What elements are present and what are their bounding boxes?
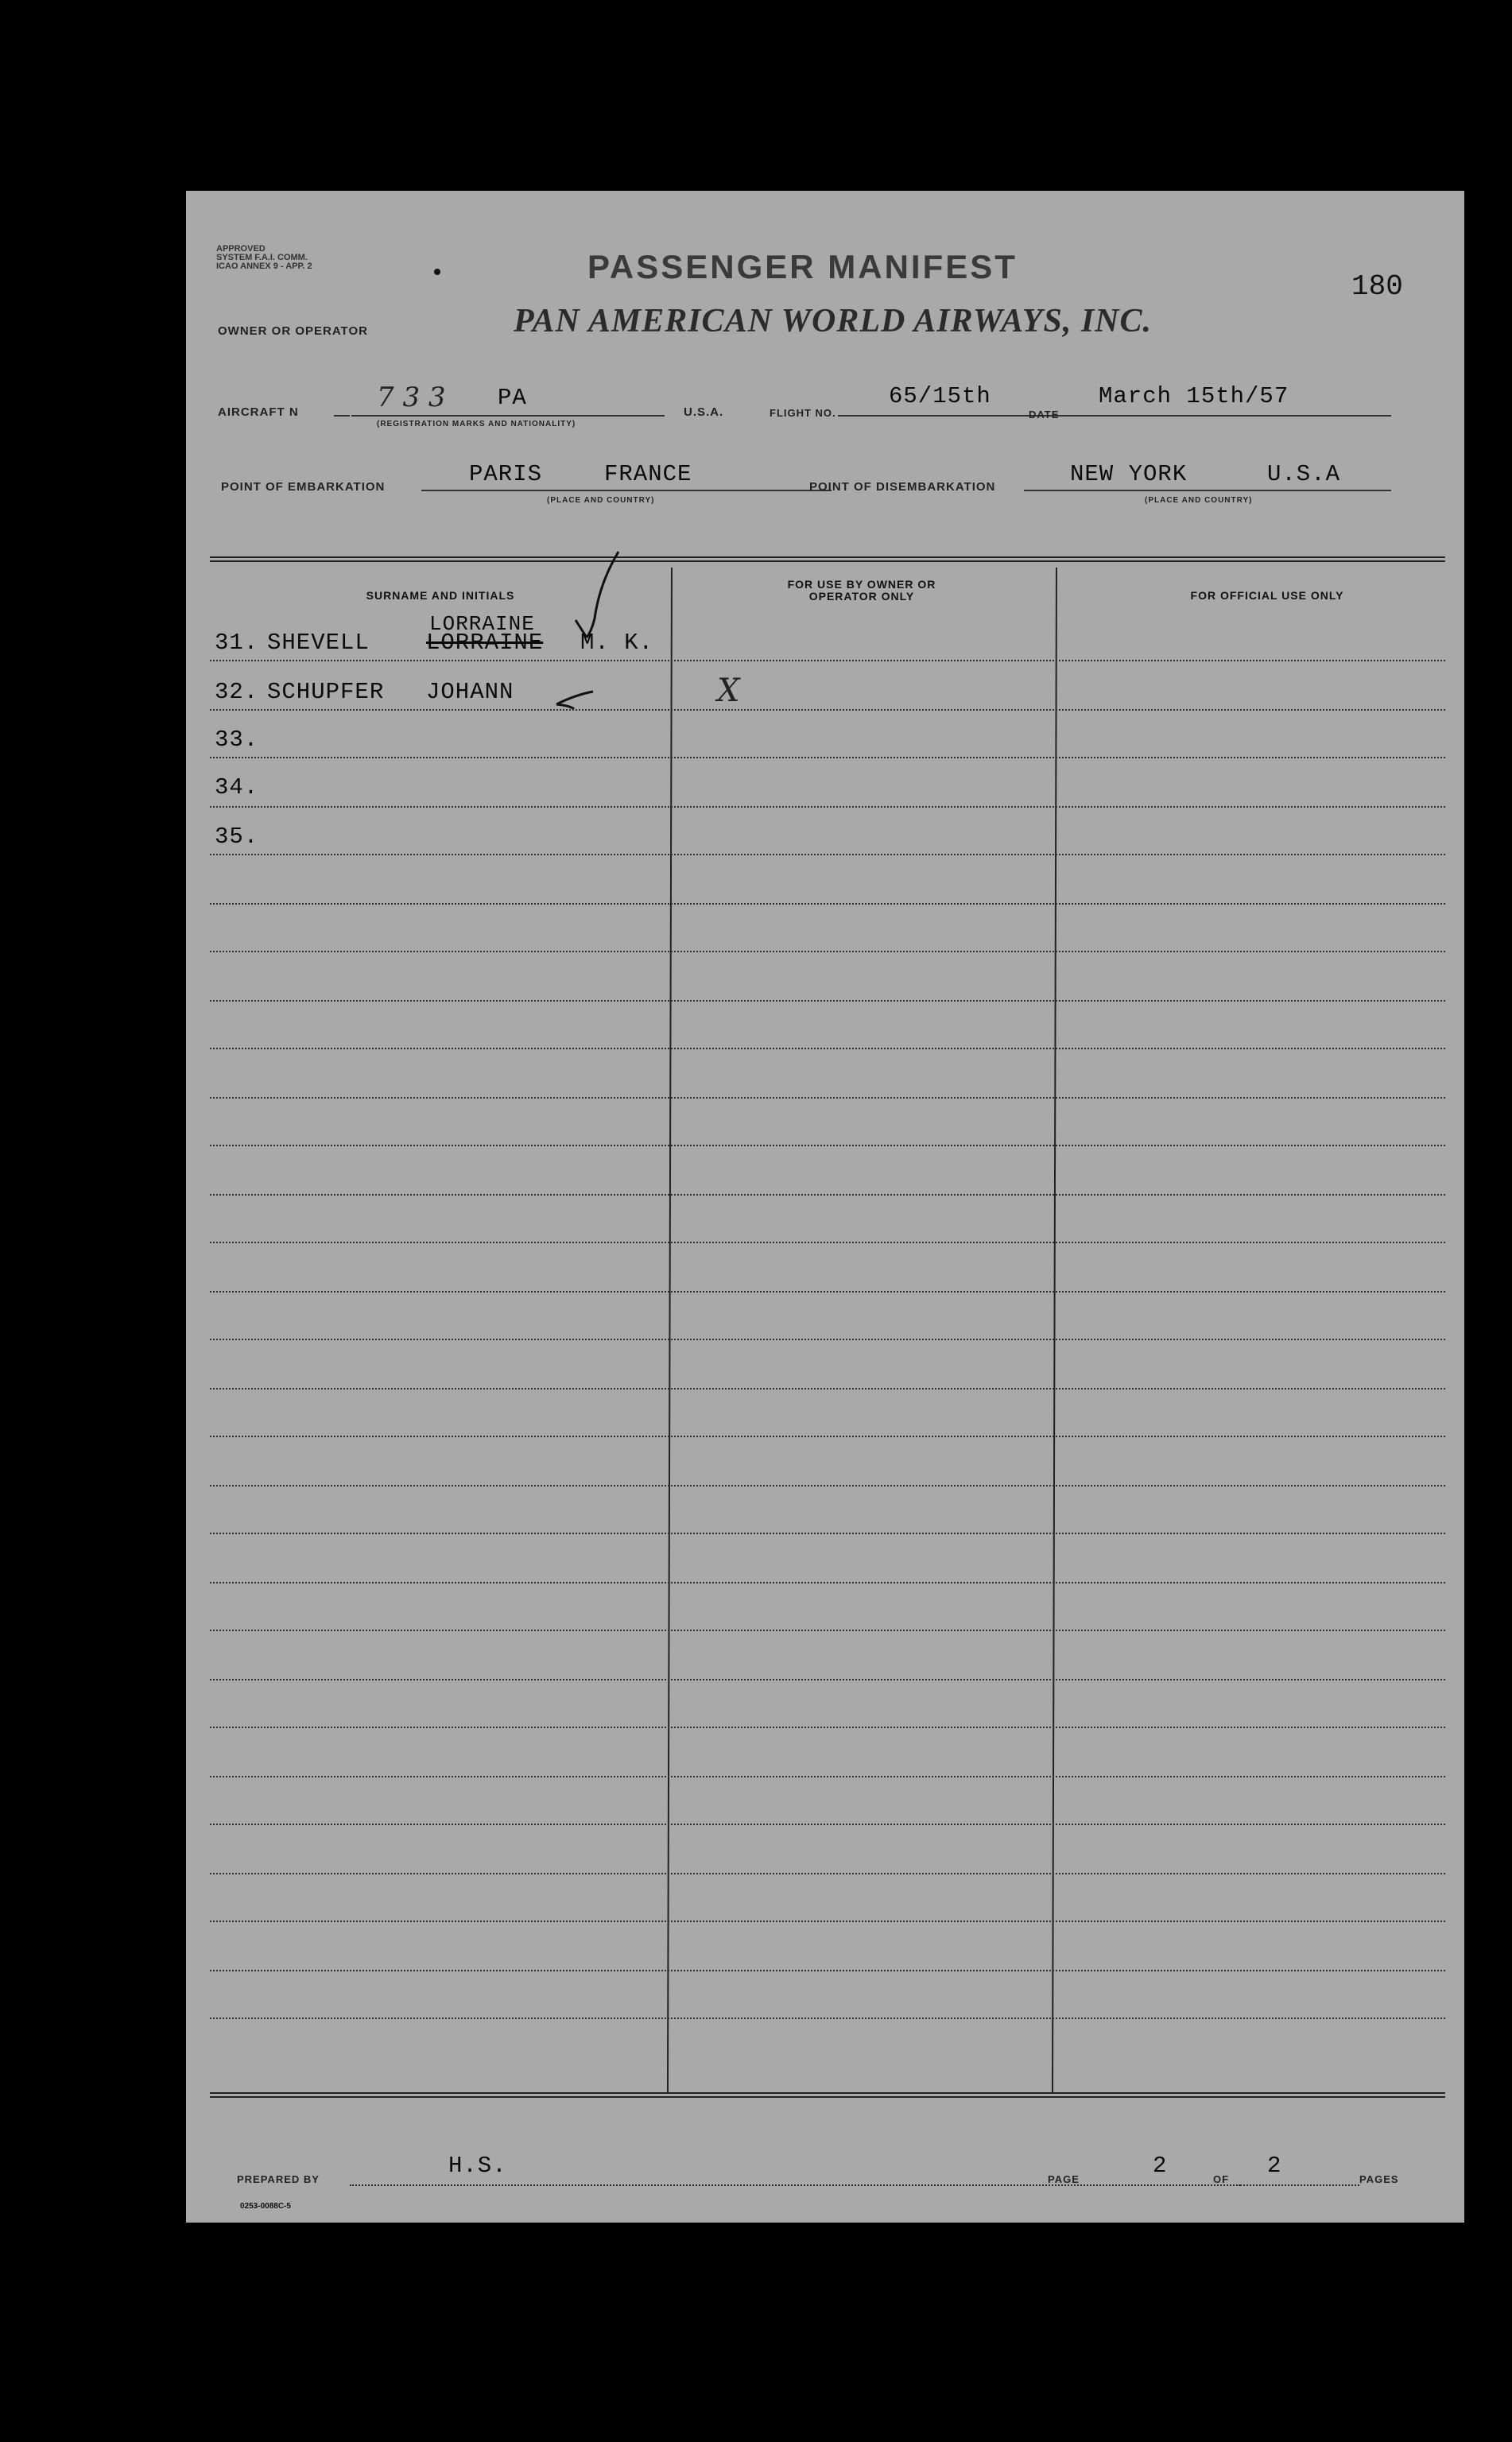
table-bottom-rule [210, 2092, 1445, 2098]
row-line [210, 854, 1445, 855]
form-code: 0253-0088C-5 [240, 2202, 291, 2211]
column-divider [1052, 568, 1057, 2092]
approval-line: APPROVED [216, 244, 266, 254]
row-line [210, 1533, 1445, 1534]
disembark-label: POINT OF DISEMBARKATION [809, 480, 996, 494]
aircraft-dash [334, 415, 350, 417]
row-line [210, 1097, 1445, 1099]
pages-label: PAGES [1359, 2173, 1399, 2185]
disembark-city: NEW YORK [1070, 461, 1188, 487]
row-number: 33. [215, 727, 259, 753]
row-number: 32. [215, 679, 259, 705]
disembark-sub-label: (PLACE AND COUNTRY) [1145, 496, 1253, 505]
row-line [210, 1242, 1445, 1243]
row-line [210, 1873, 1445, 1874]
page-total: 2 [1267, 2153, 1282, 2179]
row-line [210, 951, 1445, 952]
row-line [210, 1194, 1445, 1196]
row-line [210, 1000, 1445, 1002]
row-line [210, 903, 1445, 905]
row-number: 31. [215, 630, 259, 656]
embark-sub-label: (PLACE AND COUNTRY) [547, 496, 655, 505]
footer-line [1240, 2184, 1359, 2186]
passenger-given-name: JOHANN [426, 679, 514, 705]
date-underline [1068, 415, 1391, 417]
row-line [210, 709, 1445, 711]
row-line [210, 1970, 1445, 1971]
passenger-initials: M. K. [580, 630, 654, 656]
row-line [210, 757, 1445, 758]
row-line [210, 2018, 1445, 2019]
row-line [210, 1388, 1445, 1390]
usa-label: U.S.A. [684, 405, 724, 419]
embark-country: FRANCE [604, 461, 692, 487]
check-mark-icon [560, 544, 687, 742]
disembark-underline [1024, 490, 1391, 491]
embark-underline [421, 490, 832, 491]
date-label: DATE [1029, 409, 1060, 421]
row-line [210, 660, 1445, 661]
page-stamp: 180 [1351, 270, 1403, 303]
header-official-use: FOR OFFICIAL USE ONLY [1190, 589, 1344, 602]
row-line [210, 1630, 1445, 1631]
row-line [210, 1921, 1445, 1922]
aircraft-number: 7 3 3 [377, 382, 446, 413]
row-line [210, 1339, 1445, 1340]
disembark-country: U.S.A [1267, 461, 1341, 487]
approval-line: ICAO ANNEX 9 - APP. 2 [216, 262, 312, 271]
row-line [210, 1145, 1445, 1146]
embark-label: POINT OF EMBARKATION [221, 480, 386, 494]
of-label: OF [1213, 2173, 1230, 2185]
prepared-by: H.S. [448, 2153, 507, 2179]
form-title: PASSENGER MANIFEST [587, 248, 1018, 285]
aircraft-underline [351, 415, 665, 417]
dot-mark [434, 269, 440, 275]
row-number: 34. [215, 774, 259, 800]
owner-use-mark: X [717, 673, 740, 709]
row-line [210, 806, 1445, 808]
passenger-surname: SCHUPFER [267, 679, 385, 705]
row-line [210, 1436, 1445, 1437]
passenger-table [210, 556, 1445, 2118]
page-label: PAGE [1048, 2173, 1080, 2185]
row-line [210, 1727, 1445, 1728]
row-line [210, 1776, 1445, 1777]
row-line [210, 1485, 1445, 1487]
owner-name: PAN AMERICAN WORLD AIRWAYS, INC. [514, 303, 1153, 339]
row-line [210, 1048, 1445, 1049]
aircraft-sub-label: (REGISTRATION MARKS AND NATIONALITY) [377, 420, 576, 428]
flight-date: March 15th/57 [1099, 383, 1289, 409]
flight-label: FLIGHT NO. [770, 407, 836, 419]
approval-note [216, 245, 375, 271]
flight-number: 65/15th [889, 383, 991, 409]
table-top-rule [210, 556, 1445, 562]
row-line [210, 1582, 1445, 1583]
embark-city: PARIS [469, 461, 543, 487]
owner-label: OWNER OR OPERATOR [218, 324, 368, 338]
approval-line: SYSTEM F.A.I. COMM. [216, 253, 308, 262]
page-current: 2 [1153, 2153, 1168, 2179]
aircraft-label: AIRCRAFT N [218, 405, 299, 419]
passenger-given-name: LORRAINE [429, 612, 535, 636]
footer-line [350, 2184, 1240, 2186]
prepared-label: PREPARED BY [237, 2173, 320, 2185]
header-surname: SURNAME AND INITIALS [366, 589, 515, 602]
row-line [210, 1679, 1445, 1680]
passenger-surname: SHEVELL [267, 630, 370, 656]
row-line [210, 1824, 1445, 1825]
header-owner-use: FOR USE BY OWNER OR OPERATOR ONLY [787, 578, 936, 603]
aircraft-suffix: PA [498, 385, 527, 411]
row-line [210, 1291, 1445, 1293]
struck-given-name: LORRAINE [426, 630, 544, 656]
column-divider [667, 568, 673, 2092]
manifest-sheet [186, 191, 1464, 2223]
row-number: 35. [215, 824, 259, 850]
